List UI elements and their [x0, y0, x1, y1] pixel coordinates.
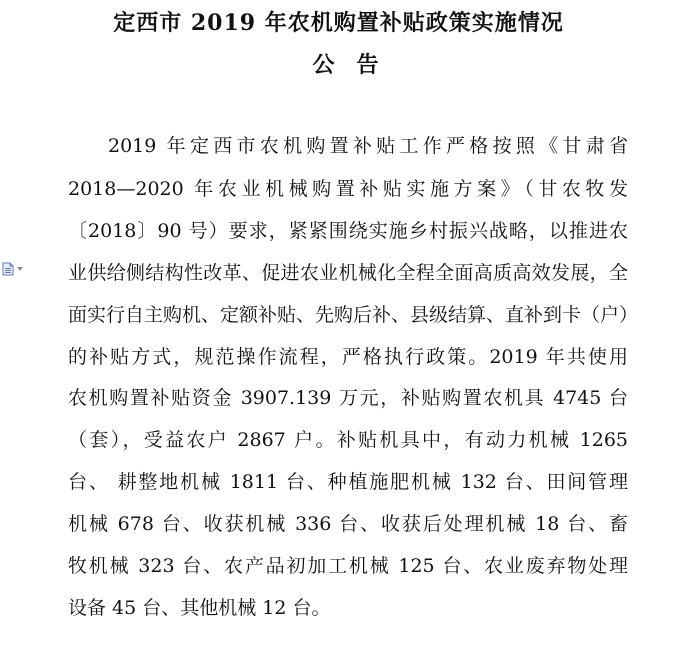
document-subtitle: 公告 — [312, 52, 401, 78]
body-line-10: 机械 678 台、收获机械 336 台、收获后处理机械 18 台、畜 — [68, 513, 628, 535]
body-line-6: 的补贴方式，规范操作流程，严格执行政策。2019 年共使用 — [68, 346, 628, 368]
body-line-7: 农机购置补贴资金 3907.139 万元，补贴购置农机具 4745 台 — [68, 387, 628, 409]
document-title: 定西市 2019 年农机购置补贴政策实施情况 — [113, 10, 564, 36]
body-line-11: 牧机械 323 台、农产品初加工机械 125 台、农业废弃物处理 — [68, 555, 628, 577]
body-line-4: 业供给侧结构性改革、促进农业机械化全程全面高质高效发展，全 — [68, 262, 628, 284]
paragraph-options-button[interactable] — [2, 262, 26, 276]
body-line-1: 2019 年定西市农机购置补贴工作严格按照《甘肃省 — [108, 135, 628, 157]
chevron-down-icon — [17, 267, 23, 271]
body-line-3: 〔2018〕90 号）要求，紧紧围绕实施乡村振兴战略，以推进农 — [68, 220, 628, 242]
body-line-5: 面实行自主购机、定额补贴、先购后补、县级结算、直补到卡（户） — [68, 304, 639, 326]
body-line-8: （套），受益农户 2867 户。补贴机具中，有动力机械 1265 — [68, 429, 628, 451]
body-line-2: 2018—2020 年农业机械购置补贴实施方案》（甘农牧发 — [68, 178, 628, 200]
body-line-9: 台、 耕整地机械 1811 台、种植施肥机械 132 台、田间管理 — [68, 471, 628, 493]
body-line-12: 设备 45 台、其他机械 12 台。 — [68, 597, 331, 619]
document-options-icon — [2, 262, 14, 276]
